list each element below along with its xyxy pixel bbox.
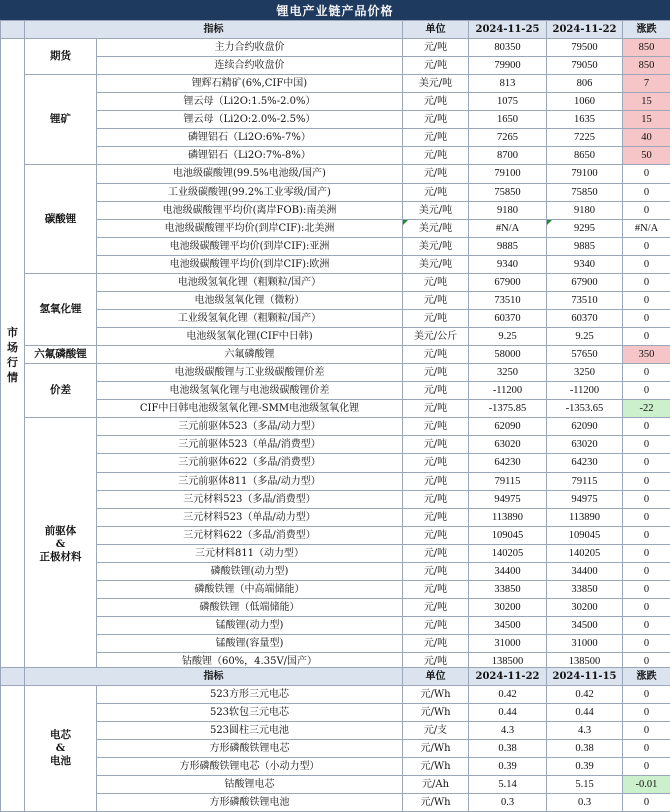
row-change: 0	[623, 617, 670, 635]
row-value-previous: 9885	[547, 237, 623, 255]
header-change: 涨跌	[623, 21, 670, 39]
header-date1: 2024-11-25	[469, 21, 547, 39]
table-row	[1, 111, 670, 129]
row-unit: 美元/吨	[403, 237, 469, 255]
row-change: 350	[623, 346, 670, 364]
row-value-previous: 94975	[547, 490, 623, 508]
row-unit: 元/Wh	[403, 794, 469, 812]
row-unit: 元/吨	[403, 400, 469, 418]
row-value-previous: 62090	[547, 418, 623, 436]
row-unit: 元/吨	[403, 183, 469, 201]
row-value-previous: 0.38	[547, 740, 623, 758]
row-unit: 元/吨	[403, 580, 469, 598]
row-value-current: 79115	[469, 472, 547, 490]
row-name: 主力合约收盘价	[97, 39, 403, 57]
row-name: 三元前驱体523（单晶/消费型）	[97, 436, 403, 454]
row-change: 0	[623, 740, 670, 758]
table-row	[1, 436, 670, 454]
row-value-current: 1075	[469, 93, 547, 111]
header-unit: 单位	[403, 21, 469, 39]
row-value-previous: 34500	[547, 617, 623, 635]
row-value-current: 80350	[469, 39, 547, 57]
category-hydroxide: 氢氧化锂	[25, 273, 97, 345]
header-blank	[1, 21, 25, 39]
section-label-char: 市	[7, 325, 18, 339]
row-unit: 元/吨	[403, 291, 469, 309]
row-value-current: 60370	[469, 309, 547, 327]
row-change: 850	[623, 57, 670, 75]
section-label-blank	[1, 686, 25, 812]
sheet-title: 锂电产业链产品价格	[0, 0, 670, 20]
row-unit: 元/Wh	[403, 704, 469, 722]
row-change: 0	[623, 255, 670, 273]
row-name: 磷锂铝石（Li2O:6%-7%）	[97, 129, 403, 147]
row-change: 0	[623, 653, 670, 671]
table-row	[1, 544, 670, 562]
table-row	[1, 617, 670, 635]
table-row	[1, 598, 670, 616]
row-value-current: #N/A	[469, 219, 547, 237]
row-unit: 元/吨	[403, 544, 469, 562]
row-change: 0	[623, 722, 670, 740]
row-name: 六氟磷酸锂	[97, 346, 403, 364]
row-change: 0	[623, 508, 670, 526]
table-row	[1, 39, 670, 57]
header-indicator: 指标	[25, 668, 403, 686]
row-unit: 元/吨	[403, 490, 469, 508]
row-value-previous: 3250	[547, 364, 623, 382]
row-value-previous: 138500	[547, 653, 623, 671]
row-value-current: 0.38	[469, 740, 547, 758]
header-blank	[1, 668, 25, 686]
table-row	[1, 454, 670, 472]
header-date2: 2024-11-22	[547, 21, 623, 39]
row-value-current: 9340	[469, 255, 547, 273]
row-value-current: 34500	[469, 617, 547, 635]
row-name: 方形磷酸铁锂电池	[97, 794, 403, 812]
row-value-previous: 0.44	[547, 704, 623, 722]
row-change: -22	[623, 400, 670, 418]
row-unit: 元/吨	[403, 472, 469, 490]
table-row	[1, 580, 670, 598]
table-row	[1, 490, 670, 508]
table-row	[1, 704, 670, 722]
table-row	[1, 93, 670, 111]
row-value-current: 73510	[469, 291, 547, 309]
row-name: CIF中日韩电池级氢氧化锂-SMM电池级氢氧化锂	[97, 400, 403, 418]
row-unit: 元/吨	[403, 635, 469, 653]
row-value-current: 813	[469, 75, 547, 93]
market-table	[0, 20, 670, 671]
row-change: #N/A	[623, 219, 670, 237]
table-row	[1, 382, 670, 400]
header-row	[1, 668, 670, 686]
row-name: 钴酸锂电芯	[97, 776, 403, 794]
row-unit: 美元/吨	[403, 219, 469, 237]
row-value-previous: 79050	[547, 57, 623, 75]
row-value-previous: 0.42	[547, 686, 623, 704]
row-value-current: 67900	[469, 273, 547, 291]
row-value-current: 138500	[469, 653, 547, 671]
row-name: 方形磷酸铁锂电芯	[97, 740, 403, 758]
header-change: 涨跌	[623, 668, 670, 686]
row-value-current: 34400	[469, 562, 547, 580]
category-label-line: 电芯	[50, 729, 71, 741]
row-change: 15	[623, 93, 670, 111]
row-name: 三元材料622（多晶/消费型）	[97, 526, 403, 544]
table-row	[1, 273, 670, 291]
section-label-char: 场	[7, 340, 18, 354]
row-value-previous: 4.3	[547, 722, 623, 740]
row-value-previous: 9295	[547, 219, 623, 237]
table-row	[1, 794, 670, 812]
row-name: 电池级碳酸锂平均价(到岸CIF):亚洲	[97, 237, 403, 255]
table-row	[1, 147, 670, 165]
row-name: 电池级氢氧化锂与电池级碳酸锂价差	[97, 382, 403, 400]
row-change: 0	[623, 544, 670, 562]
row-value-current: 4.3	[469, 722, 547, 740]
category-lipf6: 六氟磷酸锂	[25, 346, 97, 364]
row-unit: 元/吨	[403, 508, 469, 526]
row-value-previous: 109045	[547, 526, 623, 544]
table-row	[1, 291, 670, 309]
category-label-line: &	[55, 537, 66, 550]
category-precursor	[25, 418, 97, 671]
table-row	[1, 201, 670, 219]
row-value-previous: 9.25	[547, 328, 623, 346]
row-value-previous: 8650	[547, 147, 623, 165]
row-name: 电池级氢氧化锂（粗颗粒/国产）	[97, 273, 403, 291]
battery-table	[0, 667, 670, 812]
row-value-current: 79900	[469, 57, 547, 75]
row-value-current: 63020	[469, 436, 547, 454]
row-unit: 元/吨	[403, 57, 469, 75]
row-name: 三元材料523（多晶/消费型）	[97, 490, 403, 508]
row-value-previous: 806	[547, 75, 623, 93]
table-row	[1, 776, 670, 794]
table-row	[1, 309, 670, 327]
row-value-current: 3250	[469, 364, 547, 382]
row-value-current: 94975	[469, 490, 547, 508]
table-row	[1, 328, 670, 346]
table-row	[1, 165, 670, 183]
category-spread: 价差	[25, 364, 97, 418]
row-unit: 美元/吨	[403, 201, 469, 219]
row-value-previous: 57650	[547, 346, 623, 364]
row-change: 15	[623, 111, 670, 129]
table-row	[1, 526, 670, 544]
row-name: 三元材料523（单晶/动力型）	[97, 508, 403, 526]
table-row	[1, 740, 670, 758]
row-value-previous: -1353.65	[547, 400, 623, 418]
row-unit: 元/Ah	[403, 776, 469, 794]
row-value-current: 64230	[469, 454, 547, 472]
row-name: 方形磷酸铁锂电芯（小动力型）	[97, 758, 403, 776]
row-value-previous: 75850	[547, 183, 623, 201]
row-change: -0.01	[623, 776, 670, 794]
row-unit: 元/吨	[403, 39, 469, 57]
row-value-current: 8700	[469, 147, 547, 165]
row-value-current: 33850	[469, 580, 547, 598]
header-row	[1, 21, 670, 39]
row-change: 50	[623, 147, 670, 165]
row-value-previous: 140205	[547, 544, 623, 562]
row-value-current: 58000	[469, 346, 547, 364]
row-change: 0	[623, 758, 670, 776]
row-name: 三元前驱体622（多晶/消费型）	[97, 454, 403, 472]
row-unit: 元/吨	[403, 129, 469, 147]
category-label-line: 前驱体	[44, 524, 77, 537]
row-unit: 元/吨	[403, 454, 469, 472]
row-value-previous: 113890	[547, 508, 623, 526]
table-row	[1, 75, 670, 93]
row-name: 连续合约收盘价	[97, 57, 403, 75]
section-label-market	[1, 39, 25, 671]
row-change: 0	[623, 273, 670, 291]
row-change: 0	[623, 237, 670, 255]
row-value-current: 0.39	[469, 758, 547, 776]
row-change: 0	[623, 635, 670, 653]
row-name: 电池级氢氧化锂（微粉）	[97, 291, 403, 309]
row-change: 0	[623, 183, 670, 201]
row-name: 电池级碳酸锂与工业级碳酸锂价差	[97, 364, 403, 382]
row-value-previous: 79115	[547, 472, 623, 490]
row-change: 0	[623, 418, 670, 436]
row-value-current: 31000	[469, 635, 547, 653]
row-value-previous: 5.15	[547, 776, 623, 794]
row-name: 钴酸锂（60%，4.35V/国产）	[97, 653, 403, 671]
row-unit: 元/支	[403, 722, 469, 740]
row-unit: 元/吨	[403, 617, 469, 635]
row-unit: 元/吨	[403, 346, 469, 364]
row-value-current: 140205	[469, 544, 547, 562]
row-value-previous: 34400	[547, 562, 623, 580]
row-change: 0	[623, 165, 670, 183]
table-row	[1, 472, 670, 490]
row-change: 40	[623, 129, 670, 147]
row-value-current: 30200	[469, 598, 547, 616]
row-unit: 美元/吨	[403, 255, 469, 273]
row-unit: 美元/吨	[403, 75, 469, 93]
category-label-line: 正极材料	[39, 550, 82, 563]
row-unit: 元/吨	[403, 382, 469, 400]
table-row	[1, 219, 670, 237]
row-value-previous: 9180	[547, 201, 623, 219]
row-name: 锂辉石精矿(6%,CIF中国)	[97, 75, 403, 93]
header-unit: 单位	[403, 668, 469, 686]
row-change: 0	[623, 309, 670, 327]
table-row	[1, 722, 670, 740]
section-label-char: 行	[7, 355, 18, 369]
category-ore: 锂矿	[25, 75, 97, 165]
row-value-previous: 7225	[547, 129, 623, 147]
row-name: 三元前驱体811（多晶/动力型）	[97, 472, 403, 490]
row-unit: 元/Wh	[403, 740, 469, 758]
table-row	[1, 635, 670, 653]
row-value-current: 5.14	[469, 776, 547, 794]
row-name: 电池级碳酸锂(99.5%电池级/国产)	[97, 165, 403, 183]
table-row	[1, 758, 670, 776]
category-futures: 期货	[25, 39, 97, 75]
row-value-current: 9180	[469, 201, 547, 219]
row-change: 0	[623, 291, 670, 309]
row-unit: 元/吨	[403, 309, 469, 327]
header-date2: 2024-11-15	[547, 668, 623, 686]
row-unit: 元/吨	[403, 598, 469, 616]
table-row	[1, 562, 670, 580]
category-label-line: 电池	[50, 755, 71, 767]
row-value-current: 62090	[469, 418, 547, 436]
row-name: 电池级氢氧化锂(CIF中日韩)	[97, 328, 403, 346]
row-change: 0	[623, 580, 670, 598]
row-change: 0	[623, 704, 670, 722]
row-unit: 美元/公斤	[403, 328, 469, 346]
table-row	[1, 237, 670, 255]
row-name: 523圆柱三元电池	[97, 722, 403, 740]
row-name: 电池级碳酸锂平均价(到岸CIF):北美洲	[97, 219, 403, 237]
header-date1: 2024-11-22	[469, 668, 547, 686]
table-row	[1, 364, 670, 382]
row-name: 磷酸铁锂（中高端储能）	[97, 580, 403, 598]
row-value-current: -1375.85	[469, 400, 547, 418]
row-value-current: 0.42	[469, 686, 547, 704]
table-row	[1, 183, 670, 201]
row-value-previous: 1060	[547, 93, 623, 111]
row-unit: 元/吨	[403, 147, 469, 165]
row-value-previous: 0.39	[547, 758, 623, 776]
row-value-current: 1650	[469, 111, 547, 129]
row-value-current: 113890	[469, 508, 547, 526]
row-value-previous: 9340	[547, 255, 623, 273]
row-unit: 元/吨	[403, 273, 469, 291]
row-change: 0	[623, 201, 670, 219]
row-name: 三元前驱体523（多晶/动力型）	[97, 418, 403, 436]
row-name: 电池级碳酸锂平均价(离岸FOB):南美洲	[97, 201, 403, 219]
row-unit: 元/吨	[403, 436, 469, 454]
row-unit: 元/吨	[403, 165, 469, 183]
table-row	[1, 57, 670, 75]
row-name: 磷酸铁锂(动力型)	[97, 562, 403, 580]
category-carbonate: 碳酸锂	[25, 165, 97, 273]
row-value-previous: -11200	[547, 382, 623, 400]
row-change: 0	[623, 472, 670, 490]
row-value-previous: 60370	[547, 309, 623, 327]
row-name: 锂云母（Li2O:1.5%-2.0%）	[97, 93, 403, 111]
row-value-current: 79100	[469, 165, 547, 183]
row-unit: 元/吨	[403, 364, 469, 382]
row-value-previous: 0.3	[547, 794, 623, 812]
row-change: 0	[623, 454, 670, 472]
row-value-previous: 64230	[547, 454, 623, 472]
row-value-previous: 73510	[547, 291, 623, 309]
table-row	[1, 508, 670, 526]
row-change: 0	[623, 436, 670, 454]
row-name: 523方形三元电芯	[97, 686, 403, 704]
row-change: 0	[623, 526, 670, 544]
row-unit: 元/Wh	[403, 686, 469, 704]
row-value-previous: 31000	[547, 635, 623, 653]
section-label-char: 情	[7, 370, 18, 384]
table-row	[1, 686, 670, 704]
row-unit: 元/吨	[403, 562, 469, 580]
row-name: 三元材料811（动力型）	[97, 544, 403, 562]
category-cells-batteries	[25, 686, 97, 812]
row-unit: 元/吨	[403, 653, 469, 671]
header-indicator: 指标	[25, 21, 403, 39]
row-change: 7	[623, 75, 670, 93]
row-change: 0	[623, 382, 670, 400]
row-change: 0	[623, 686, 670, 704]
row-change: 0	[623, 598, 670, 616]
row-unit: 元/Wh	[403, 758, 469, 776]
row-value-previous: 1635	[547, 111, 623, 129]
row-name: 磷酸铁锂（低端储能）	[97, 598, 403, 616]
row-change: 0	[623, 562, 670, 580]
row-value-previous: 33850	[547, 580, 623, 598]
row-value-current: 7265	[469, 129, 547, 147]
table-row	[1, 346, 670, 364]
row-name: 工业级氢氧化锂（粗颗粒/国产）	[97, 309, 403, 327]
table-row	[1, 129, 670, 147]
row-value-current: 109045	[469, 526, 547, 544]
row-name: 工业级碳酸锂(99.2%工业零级/国产)	[97, 183, 403, 201]
row-value-current: -11200	[469, 382, 547, 400]
row-name: 523软包三元电芯	[97, 704, 403, 722]
row-value-previous: 79100	[547, 165, 623, 183]
row-value-current: 9.25	[469, 328, 547, 346]
row-value-current: 0.44	[469, 704, 547, 722]
table-row	[1, 400, 670, 418]
row-value-previous: 67900	[547, 273, 623, 291]
row-unit: 元/吨	[403, 93, 469, 111]
row-name: 锰酸锂(动力型)	[97, 617, 403, 635]
row-unit: 元/吨	[403, 526, 469, 544]
row-value-previous: 63020	[547, 436, 623, 454]
row-unit: 元/吨	[403, 418, 469, 436]
row-change: 0	[623, 490, 670, 508]
row-change: 850	[623, 39, 670, 57]
row-name: 磷锂铝石（Li2O:7%-8%）	[97, 147, 403, 165]
row-value-previous: 30200	[547, 598, 623, 616]
row-name: 电池级碳酸锂平均价(到岸CIF):欧洲	[97, 255, 403, 273]
row-unit: 元/吨	[403, 111, 469, 129]
row-name: 锰酸锂(容量型)	[97, 635, 403, 653]
row-change: 0	[623, 794, 670, 812]
table-row	[1, 255, 670, 273]
row-value-current: 75850	[469, 183, 547, 201]
row-change: 0	[623, 364, 670, 382]
row-value-previous: 79500	[547, 39, 623, 57]
table-row	[1, 418, 670, 436]
row-value-current: 0.3	[469, 794, 547, 812]
row-value-current: 9885	[469, 237, 547, 255]
row-name: 锂云母（Li2O:2.0%-2.5%）	[97, 111, 403, 129]
row-change: 0	[623, 328, 670, 346]
category-label-line: &	[55, 742, 66, 754]
